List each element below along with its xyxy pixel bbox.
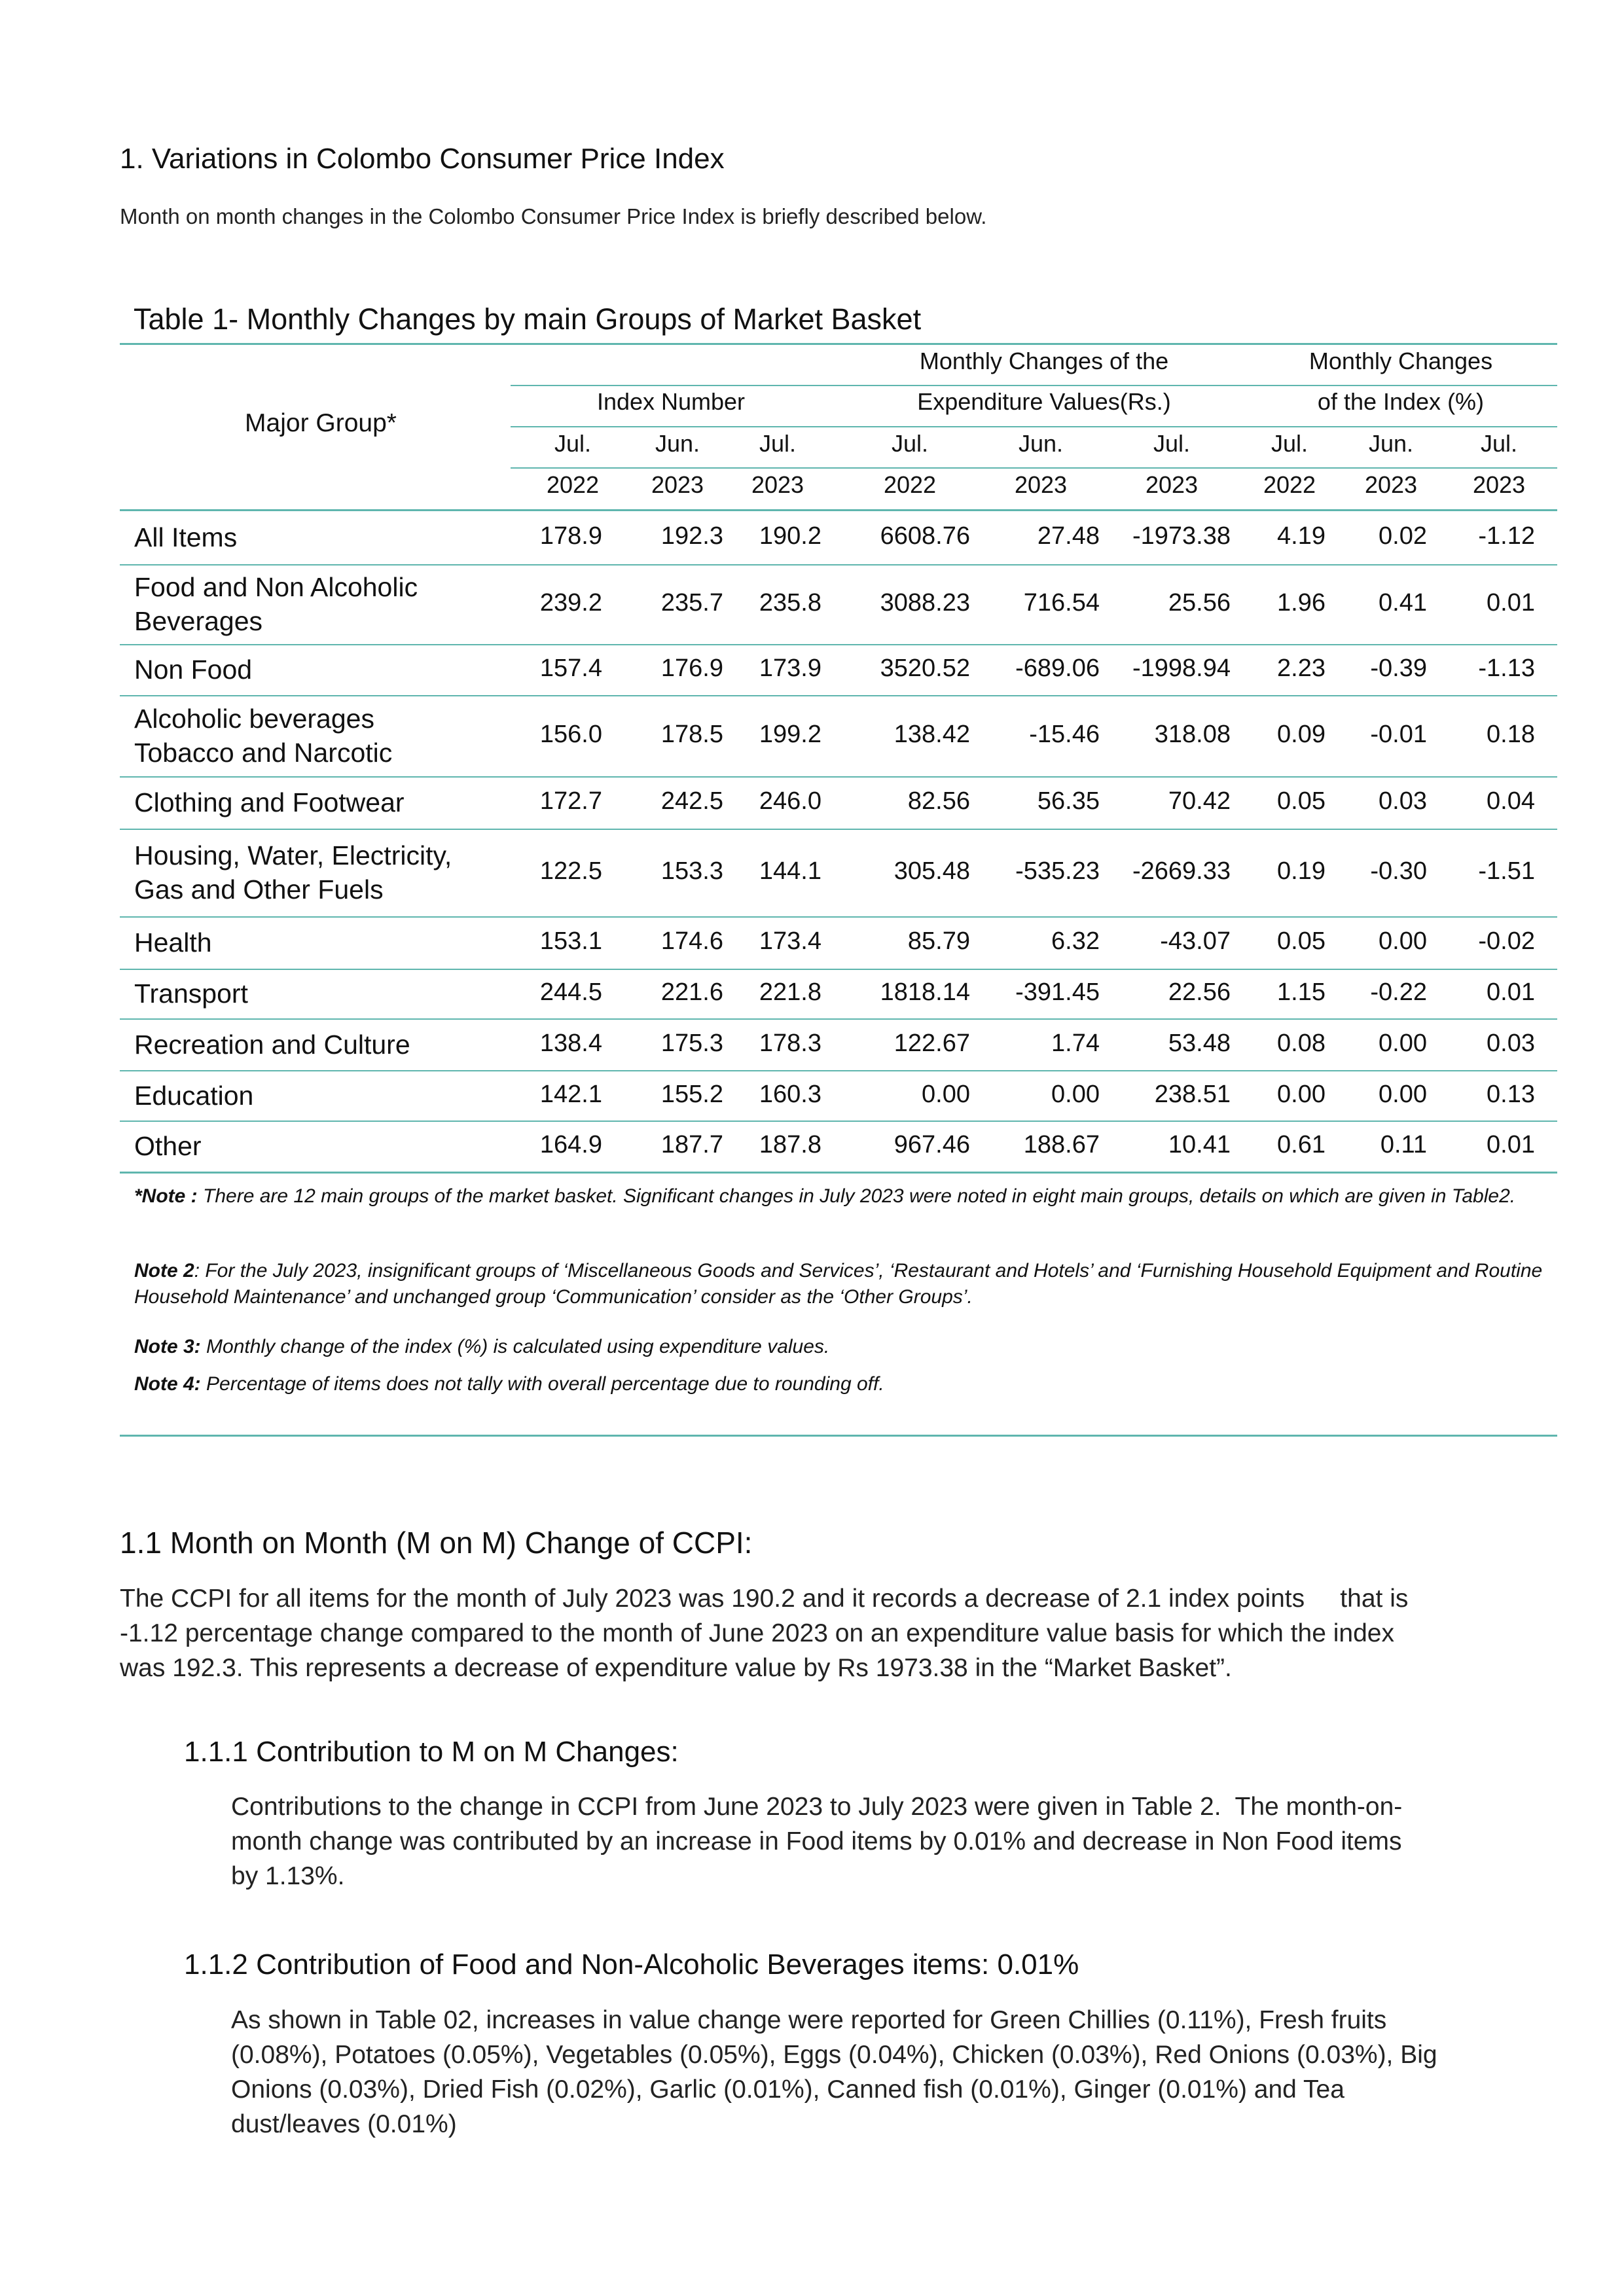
row-label bbox=[134, 785, 405, 819]
month-header-cell: Jul. bbox=[1271, 430, 1308, 457]
table-cell: -43.07 bbox=[1160, 927, 1231, 955]
row-label-line: Other bbox=[134, 1131, 202, 1161]
table-cell: 246.0 bbox=[759, 787, 821, 815]
header-bottom-rule bbox=[120, 509, 1557, 511]
month-header-cell: Jul. bbox=[1153, 430, 1191, 457]
table-cell: 238.51 bbox=[1154, 1080, 1231, 1108]
table-cell: 305.48 bbox=[893, 857, 970, 885]
row-divider bbox=[120, 776, 1557, 778]
table-cell: 6.32 bbox=[1051, 927, 1100, 955]
table-cell: 6608.76 bbox=[880, 522, 970, 550]
table-cell: 173.4 bbox=[759, 927, 821, 955]
row-label-line: Transport bbox=[134, 978, 248, 1009]
year-header-cell: 2022 bbox=[546, 471, 600, 498]
paragraph-line: -1.12 percentage change compared to the month of June 2023 on an expenditure value basis for which the index bbox=[120, 1619, 1394, 1647]
table-note bbox=[134, 1183, 1555, 1210]
paragraph-line: month change was contributed by an increase in Food items by 0.01% and decrease in Non Food items bbox=[231, 1827, 1402, 1856]
table-cell: 221.8 bbox=[759, 978, 821, 1006]
table-note bbox=[134, 1334, 1555, 1360]
paragraph-line: Contributions to the change in CCPI from June 2023 to July 2023 were given in Table 2. The month-on- bbox=[231, 1793, 1403, 1821]
row-label bbox=[134, 838, 452, 906]
note-label: Note 4: bbox=[134, 1373, 201, 1395]
table-cell: -0.01 bbox=[1370, 721, 1427, 748]
year-header-cell: 2022 bbox=[1263, 471, 1316, 498]
table-cell: -535.23 bbox=[1015, 857, 1100, 885]
index-number-header: Index Number bbox=[596, 388, 746, 415]
table-cell: 1.74 bbox=[1051, 1029, 1100, 1057]
table-cell: 144.1 bbox=[759, 857, 821, 885]
table-cell: 0.00 bbox=[1379, 927, 1427, 955]
section-title: 1. Variations in Colombo Consumer Price Index bbox=[120, 143, 725, 175]
table-cell: 0.02 bbox=[1379, 522, 1427, 550]
table-cell: 173.9 bbox=[759, 655, 821, 682]
table-cell: 157.4 bbox=[539, 655, 602, 682]
row-label-line: Beverages bbox=[134, 606, 263, 636]
paragraph-line: (0.08%), Potatoes (0.05%), Vegetables (0.05%), Eggs (0.04%), Chicken (0.03%), Red Onions (0.03%), Big bbox=[231, 2041, 1437, 2069]
row-label bbox=[134, 925, 212, 960]
row-divider bbox=[120, 695, 1557, 696]
table-cell: 0.00 bbox=[922, 1080, 970, 1108]
table-cell: 3520.52 bbox=[880, 655, 970, 682]
table-cell: 0.11 bbox=[1380, 1131, 1427, 1158]
table-cell: 25.56 bbox=[1168, 589, 1231, 617]
row-label-line: Tobacco and Narcotic bbox=[134, 738, 393, 768]
table-cell: 0.03 bbox=[1487, 1029, 1535, 1057]
table-cell: 56.35 bbox=[1037, 787, 1100, 815]
row-divider bbox=[120, 829, 1557, 830]
table-cell: 0.05 bbox=[1277, 927, 1326, 955]
row-label-line: Food and Non Alcoholic bbox=[134, 572, 418, 602]
row-divider bbox=[120, 564, 1557, 565]
note-text: There are 12 main groups of the market basket. Significant changes in July 2023 were noted in eight main groups, details on which are given in Table2. bbox=[197, 1185, 1516, 1207]
table-cell: 172.7 bbox=[539, 787, 602, 815]
note-text: Percentage of items does not tally with overall percentage due to rounding off. bbox=[200, 1373, 884, 1395]
table-note bbox=[134, 1371, 965, 1397]
table-cell: 10.41 bbox=[1168, 1131, 1231, 1158]
table-cell: 199.2 bbox=[759, 721, 821, 748]
row-label-line: Alcoholic beverages bbox=[134, 704, 374, 734]
table-cell: 178.5 bbox=[660, 721, 723, 748]
food-title: 1.1.2 Contribution of Food and Non-Alcoholic Beverages items: 0.01% bbox=[184, 1948, 1079, 1981]
table-cell: 244.5 bbox=[539, 978, 602, 1006]
note-text: : For the July 2023, insignificant groups of ‘Miscellaneous Goods and Services’, ‘Restaurant and Hotels’ and ‘Furnishing Household Equipment and Routine Household Maintenance’ and unchanged group ‘Communication’ consider as the ‘Other Groups’. bbox=[134, 1260, 1543, 1308]
table-cell: 192.3 bbox=[660, 522, 723, 550]
month-header-cell: Jul. bbox=[891, 430, 929, 457]
table-cell: 122.67 bbox=[893, 1029, 970, 1057]
table-cell: 160.3 bbox=[759, 1080, 821, 1108]
row-label-line: Recreation and Culture bbox=[134, 1029, 410, 1060]
table-cell: 85.79 bbox=[907, 927, 970, 955]
table-cell: 1.15 bbox=[1277, 978, 1326, 1006]
section-intro: Month on month changes in the Colombo Consumer Price Index is briefly described below. bbox=[120, 204, 987, 228]
table-cell: 0.09 bbox=[1277, 721, 1326, 748]
mom-title: 1.1 Month on Month (M on M) Change of CCPI: bbox=[120, 1526, 753, 1560]
table-cell: 142.1 bbox=[539, 1080, 602, 1108]
row-divider bbox=[120, 644, 1557, 645]
table-cell: 155.2 bbox=[660, 1080, 723, 1108]
table-cell: 0.01 bbox=[1487, 589, 1535, 617]
table-cell: -0.30 bbox=[1370, 857, 1427, 885]
table-cell: 138.42 bbox=[893, 721, 970, 748]
table-cell: 175.3 bbox=[660, 1029, 723, 1057]
row-divider bbox=[120, 1018, 1557, 1020]
row-label-line: Clothing and Footwear bbox=[134, 787, 405, 817]
table-cell: 122.5 bbox=[539, 857, 602, 885]
table-cell: 153.1 bbox=[539, 927, 602, 955]
table-cell: -1.51 bbox=[1478, 857, 1535, 885]
year-header-cell: 2023 bbox=[651, 471, 704, 498]
year-header-cell: 2023 bbox=[751, 471, 804, 498]
row-divider bbox=[120, 1121, 1557, 1122]
table-cell: -0.39 bbox=[1370, 655, 1427, 682]
table-cell: 1818.14 bbox=[880, 978, 970, 1006]
month-header-cell: Jul. bbox=[554, 430, 592, 457]
row-divider bbox=[120, 1070, 1557, 1071]
header-rule-2 bbox=[511, 426, 1557, 427]
table-cell: 153.3 bbox=[660, 857, 723, 885]
year-header-cell: 2022 bbox=[883, 471, 937, 498]
pct-header-line2: of the Index (%) bbox=[1317, 388, 1485, 415]
row-label bbox=[134, 570, 418, 638]
paragraph-line: was 192.3. This represents a decrease of expenditure value by Rs 1973.38 in the “Market Basket”. bbox=[120, 1654, 1232, 1682]
table-cell: 178.9 bbox=[539, 522, 602, 550]
food-paragraph bbox=[231, 2003, 1560, 2142]
table-cell: 0.00 bbox=[1277, 1080, 1326, 1108]
table-cell: 187.7 bbox=[660, 1131, 723, 1158]
table-cell: 235.7 bbox=[660, 589, 723, 617]
year-header-cell: 2023 bbox=[1014, 471, 1068, 498]
table-cell: 0.61 bbox=[1277, 1131, 1326, 1158]
table-cell: -1.12 bbox=[1478, 522, 1535, 550]
table-cell: 176.9 bbox=[660, 655, 723, 682]
row-label-line: Non Food bbox=[134, 655, 253, 685]
table-cell: 0.00 bbox=[1051, 1080, 1100, 1108]
table-cell: 188.67 bbox=[1023, 1131, 1100, 1158]
table-cell: 0.13 bbox=[1487, 1080, 1535, 1108]
table-note bbox=[134, 1258, 1555, 1310]
table-cell: 0.01 bbox=[1487, 1131, 1535, 1158]
table-cell: 239.2 bbox=[539, 589, 602, 617]
table-cell: -1973.38 bbox=[1132, 522, 1231, 550]
month-header-cell: Jun. bbox=[655, 430, 700, 457]
table-cell: 4.19 bbox=[1277, 522, 1326, 550]
table-cell: 174.6 bbox=[660, 927, 723, 955]
row-divider bbox=[120, 969, 1557, 970]
row-label bbox=[134, 1129, 202, 1163]
row-label-line: Health bbox=[134, 927, 212, 958]
table-cell: 0.08 bbox=[1277, 1029, 1326, 1057]
table-cell: 0.01 bbox=[1487, 978, 1535, 1006]
major-group-header: Major Group* bbox=[245, 409, 397, 437]
table-cell: 178.3 bbox=[759, 1029, 821, 1057]
row-label bbox=[134, 702, 392, 770]
table-cell: 156.0 bbox=[539, 721, 602, 748]
row-label bbox=[134, 1028, 410, 1062]
paragraph-line: The CCPI for all items for the month of July 2023 was 190.2 and it records a decrease of 2.1 index points that is bbox=[120, 1585, 1409, 1613]
table-cell: 0.00 bbox=[1379, 1029, 1427, 1057]
row-label-line: Housing, Water, Electricity, bbox=[134, 840, 452, 870]
pct-header-line1: Monthly Changes bbox=[1308, 348, 1493, 374]
row-label bbox=[134, 977, 248, 1011]
month-header-cell: Jun. bbox=[1368, 430, 1414, 457]
table-cell: 138.4 bbox=[539, 1029, 602, 1057]
row-label-line: Education bbox=[134, 1080, 254, 1111]
header-rule-1 bbox=[511, 385, 1557, 386]
table-cell: -2669.33 bbox=[1132, 857, 1231, 885]
table-cell: 0.18 bbox=[1487, 721, 1535, 748]
table-cell: 967.46 bbox=[893, 1131, 970, 1158]
month-header-cell: Jul. bbox=[1480, 430, 1518, 457]
table-cell: 0.03 bbox=[1379, 787, 1427, 815]
table-cell: -0.22 bbox=[1370, 978, 1427, 1006]
note-label: *Note : bbox=[134, 1185, 198, 1207]
note-text: Monthly change of the index (%) is calculated using expenditure values. bbox=[200, 1336, 830, 1357]
table-cell: -391.45 bbox=[1015, 978, 1100, 1006]
table-cell: -1.13 bbox=[1478, 655, 1535, 682]
table-cell: 0.04 bbox=[1487, 787, 1535, 815]
table-cell: 0.00 bbox=[1379, 1080, 1427, 1108]
table-cell: -1998.94 bbox=[1132, 655, 1231, 682]
table-cell: 2.23 bbox=[1277, 655, 1326, 682]
note-label: Note 3: bbox=[134, 1336, 201, 1357]
table-cell: -689.06 bbox=[1015, 655, 1100, 682]
table-cell: 716.54 bbox=[1023, 589, 1100, 617]
table-cell: 27.48 bbox=[1037, 522, 1100, 550]
row-label bbox=[134, 653, 252, 687]
table-cell: 190.2 bbox=[759, 522, 821, 550]
row-label bbox=[134, 520, 237, 554]
contrib-paragraph bbox=[231, 1789, 1560, 1893]
month-header-cell: Jul. bbox=[759, 430, 797, 457]
mom-paragraph bbox=[120, 1581, 1560, 1685]
row-divider bbox=[120, 916, 1557, 918]
table-cell: 221.6 bbox=[660, 978, 723, 1006]
header-rule-3 bbox=[511, 467, 1557, 469]
year-header-cell: 2023 bbox=[1472, 471, 1526, 498]
year-header-cell: 2023 bbox=[1145, 471, 1199, 498]
table-cell: 22.56 bbox=[1168, 978, 1231, 1006]
table-cell: 0.41 bbox=[1379, 589, 1427, 617]
table-cell: 164.9 bbox=[539, 1131, 602, 1158]
row-label-line: All Items bbox=[134, 522, 238, 552]
paragraph-line: by 1.13%. bbox=[231, 1862, 345, 1890]
table-cell: 318.08 bbox=[1154, 721, 1231, 748]
table-cell: 3088.23 bbox=[880, 589, 970, 617]
table-cell: 242.5 bbox=[660, 787, 723, 815]
expenditure-header-line2: Expenditure Values(Rs.) bbox=[917, 388, 1171, 415]
note-label: Note 2 bbox=[134, 1260, 194, 1282]
row-label bbox=[134, 1079, 253, 1113]
table-cell: 0.19 bbox=[1277, 857, 1326, 885]
table-cell: 0.05 bbox=[1277, 787, 1326, 815]
table-cell: -15.46 bbox=[1029, 721, 1100, 748]
contrib-title: 1.1.1 Contribution to M on M Changes: bbox=[184, 1736, 679, 1768]
notes-bottom-rule bbox=[120, 1435, 1557, 1437]
table-title: Table 1- Monthly Changes by main Groups of Market Basket bbox=[134, 302, 922, 336]
year-header-cell: 2023 bbox=[1364, 471, 1418, 498]
table-cell: 235.8 bbox=[759, 589, 821, 617]
table-cell: -0.02 bbox=[1478, 927, 1535, 955]
paragraph-line: dust/leaves (0.01%) bbox=[231, 2110, 457, 2138]
table-cell: 187.8 bbox=[759, 1131, 821, 1158]
table-cell: 1.96 bbox=[1277, 589, 1326, 617]
row-divider bbox=[120, 1172, 1557, 1174]
table-cell: 82.56 bbox=[907, 787, 970, 815]
row-label-line: Gas and Other Fuels bbox=[134, 874, 384, 905]
month-header-cell: Jun. bbox=[1018, 430, 1064, 457]
table-cell: 53.48 bbox=[1168, 1029, 1231, 1057]
table-cell: 70.42 bbox=[1168, 787, 1231, 815]
paragraph-line: Onions (0.03%), Dried Fish (0.02%), Garlic (0.01%), Canned fish (0.01%), Ginger (0.01%) and Tea bbox=[231, 2075, 1344, 2104]
table-top-rule bbox=[120, 343, 1557, 345]
paragraph-line: As shown in Table 02, increases in value change were reported for Green Chillies (0.11%), Fresh fruits bbox=[231, 2006, 1387, 2034]
expenditure-header-line1: Monthly Changes of the bbox=[919, 348, 1169, 374]
